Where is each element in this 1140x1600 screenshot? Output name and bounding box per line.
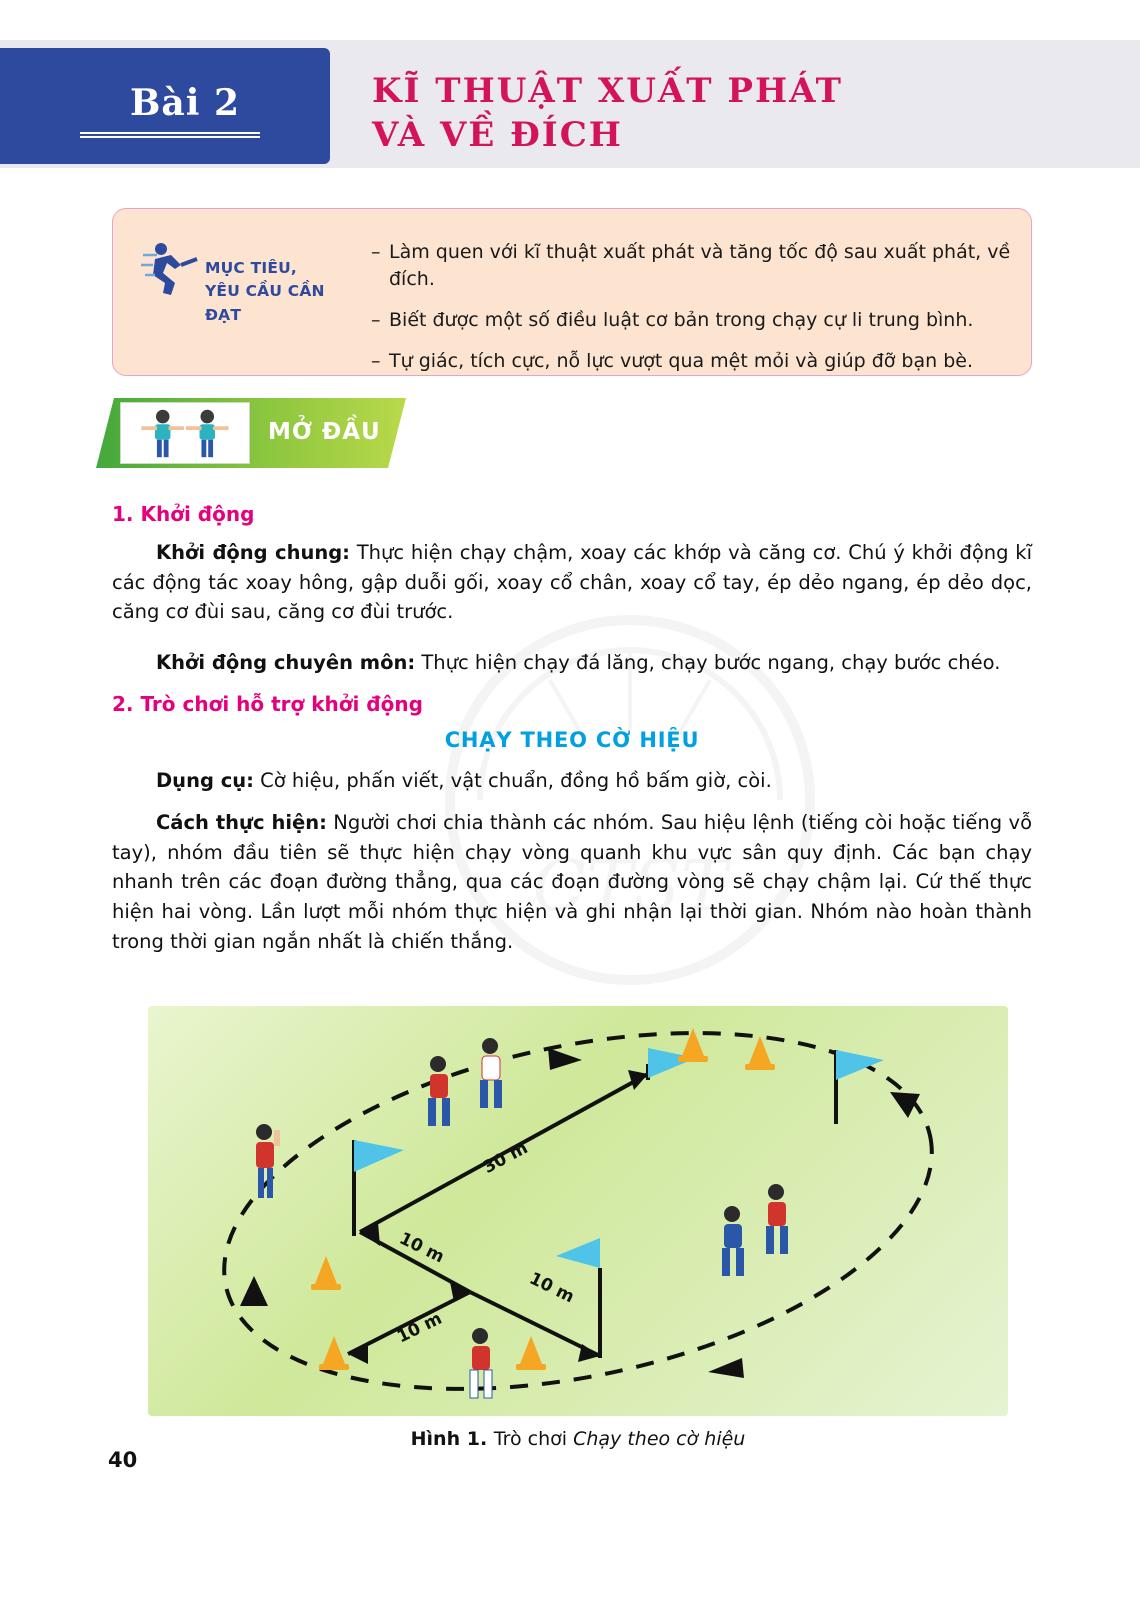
objectives-label-line2: YÊU CẦU CẦN ĐẠT <box>205 282 325 324</box>
distance-label-10m-b: 10 m <box>526 1268 578 1308</box>
section-banner-label: MỞ ĐẦU <box>268 419 381 445</box>
objective-text: Tự giác, tích cực, nỗ lực vượt qua mệt mỏi và giúp đỡ bạn bè. <box>389 349 974 372</box>
list-item <box>371 348 1016 375</box>
page-title-line1: KĨ THUẬT XUẤT PHÁT <box>372 71 843 111</box>
runner-icon <box>141 239 209 301</box>
paragraph-equipment <box>112 766 1032 796</box>
section-heading-1: 1. Khởi động <box>112 502 255 526</box>
dash-marker: – <box>371 349 381 372</box>
figure-game-diagram <box>148 1006 1008 1416</box>
paragraph-howto <box>112 808 1032 956</box>
objectives-label <box>205 257 365 327</box>
objective-text: Biết được một số điều luật cơ bản trong chạy cự li trung bình. <box>389 308 974 331</box>
paragraph-body: Thực hiện chạy chậm, xoay các khớp và căng cơ. Chú ý khởi động kĩ các động tác xoay hông, gập duỗi gối, xoay cổ chân, xoay cổ tay, ép dẻo ngang, ép dẻo dọc, căng cơ đùi sau, căng cơ đùi trước. <box>112 541 1032 624</box>
paragraph-body: Người chơi chia thành các nhóm. Sau hiệu lệnh (tiếng còi hoặc tiếng vỗ tay), nhóm đầu tiên sẽ thực hiện chạy vòng quanh khu vực sân quy định. Các bạn chạy nhanh trên các đoạn đường thẳng, qua các đoạn đường vòng sẽ chạy chậm lại. Cứ thế thực hiện hai vòng. Lần lượt mỗi nhóm thực hiện và ghi nhận lại thời gian. Nhóm nào hoàn thành trong thời gian ngắn nhất là chiến thắng. <box>112 811 1032 953</box>
section-banner <box>96 398 406 468</box>
figure-caption-prefix: Hình 1. <box>410 1428 494 1450</box>
warmup-illustration <box>120 402 250 464</box>
objectives-list <box>371 225 1016 389</box>
figure-caption-italic: Chạy theo cờ hiệu <box>573 1428 746 1450</box>
paragraph-warmup-special <box>112 648 1032 678</box>
section-heading-2: 2. Trò chơi hỗ trợ khởi động <box>112 692 423 716</box>
figure-caption <box>148 1428 1008 1450</box>
paragraph-lead: Khởi động chung: <box>156 541 350 564</box>
paragraph-body: Thực hiện chạy đá lăng, chạy bước ngang, chạy bước chéo. <box>415 651 1001 674</box>
paragraph-lead: Dụng cụ: <box>156 769 254 792</box>
distance-label-10m-a: 10 m <box>396 1228 448 1268</box>
figure-caption-main: Trò chơi <box>493 1428 574 1450</box>
list-item <box>371 307 1016 334</box>
objective-text: Làm quen với kĩ thuật xuất phát và tăng tốc độ sau xuất phát, về đích. <box>389 241 1011 290</box>
paragraph-lead: Khởi động chuyên môn: <box>156 651 416 674</box>
svg-text:CTST: CTST <box>532 845 728 927</box>
paragraph-lead: Cách thực hiện: <box>156 811 327 834</box>
dash-marker: – <box>371 308 381 331</box>
paragraph-body: Cờ hiệu, phấn viết, vật chuẩn, đồng hồ bấm giờ, còi. <box>253 769 772 792</box>
objectives-box <box>112 208 1032 376</box>
dash-marker: – <box>371 241 381 263</box>
lesson-underline <box>80 132 260 138</box>
objectives-label-line1: MỤC TIÊU, <box>205 259 297 277</box>
paragraph-warmup-general <box>112 538 1032 627</box>
page-title-line2: VÀ VỀ ĐÍCH <box>372 114 623 155</box>
lesson-label: Bài 2 <box>129 82 240 124</box>
distance-label-10m-c: 10 m <box>394 1308 446 1348</box>
page-title <box>372 70 1072 157</box>
list-item <box>371 239 1016 293</box>
distance-label-30m: 30 m <box>480 1138 532 1178</box>
game-title: CHẠY THEO CỜ HIỆU <box>444 728 700 752</box>
page-number: 40 <box>108 1448 138 1472</box>
